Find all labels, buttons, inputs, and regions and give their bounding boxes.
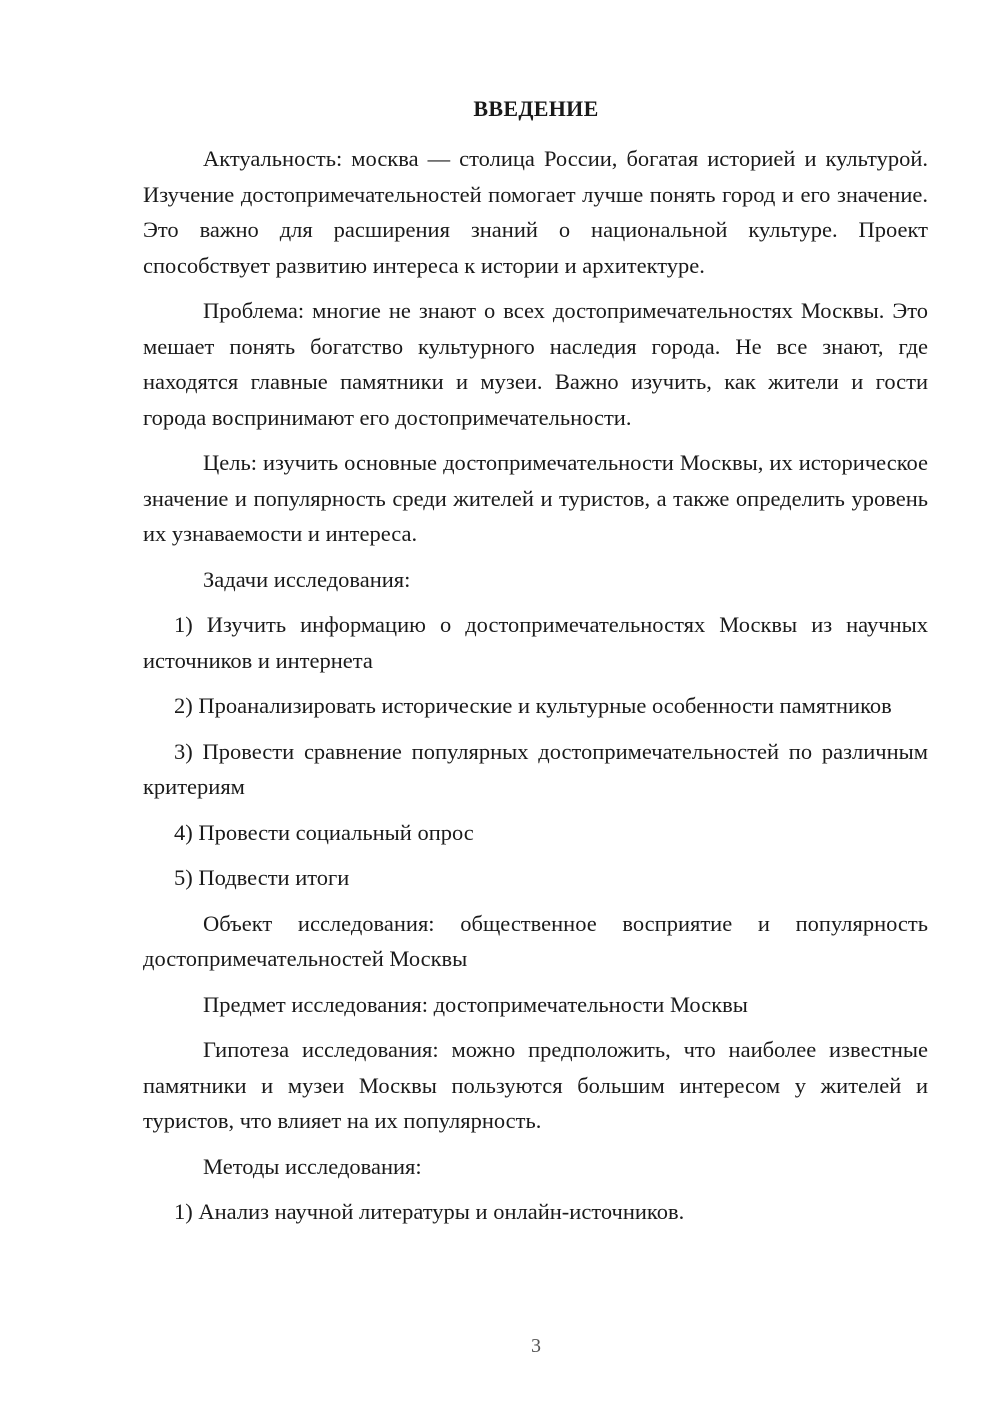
page-title: ВВЕДЕНИЕ [473,96,599,121]
task-item-2: 2) Проанализировать исторические и культурные особенности памятников [174,693,892,718]
paragraph-problem: Проблема: многие не знают о всех достопримечательностях Москвы. Это мешает понять богатство культурного наследия города. Не все знают, где находятся главные памятники и музеи. Важно изучить, как жители и гости города воспринимают его достопримечательности. [143,298,928,430]
task-item-5: 5) Подвести итоги [174,865,350,890]
task-item-3: 3) Провести сравнение популярных достопримечательностей по различным критериям [143,738,928,799]
paragraph-goal: Цель: изучить основные достопримечательности Москвы, их историческое значение и популярность среди жителей и туристов, а также определить уровень их узнаваемости и интереса. [143,450,928,546]
methods-heading: Методы исследования: [203,1153,422,1179]
document-body [143,141,928,1240]
paragraph-subject: Предмет исследования: достопримечательности Москвы [203,991,748,1017]
page-number: 3 [531,1335,541,1357]
paragraph-object: Объект исследования: общественное восприятие и популярность достопримечательностей Москвы [143,910,928,971]
paragraph-hypothesis: Гипотеза исследования: можно предположить, что наиболее известные памятники и музеи Москвы пользуются большим интересом у жителей и туристов, что влияет на их популярность. [143,1037,928,1133]
method-item-1: 1) Анализ научной литературы и онлайн-источников. [174,1199,685,1224]
paragraph-relevance: Актуальность: москва — столица России, богатая историей и культурой. Изучение достопримечательностей помогает лучше понять город и его значение. Это важно для расширения знаний о национальной культуре. Проект способствует развитию интереса к истории и архитектуре. [143,146,928,278]
task-item-4: 4) Провести социальный опрос [174,819,474,845]
task-item-1: 1) Изучить информацию о достопримечательностях Москвы из научных источников и интернета [143,612,928,673]
tasks-heading: Задачи исследования: [203,566,411,592]
